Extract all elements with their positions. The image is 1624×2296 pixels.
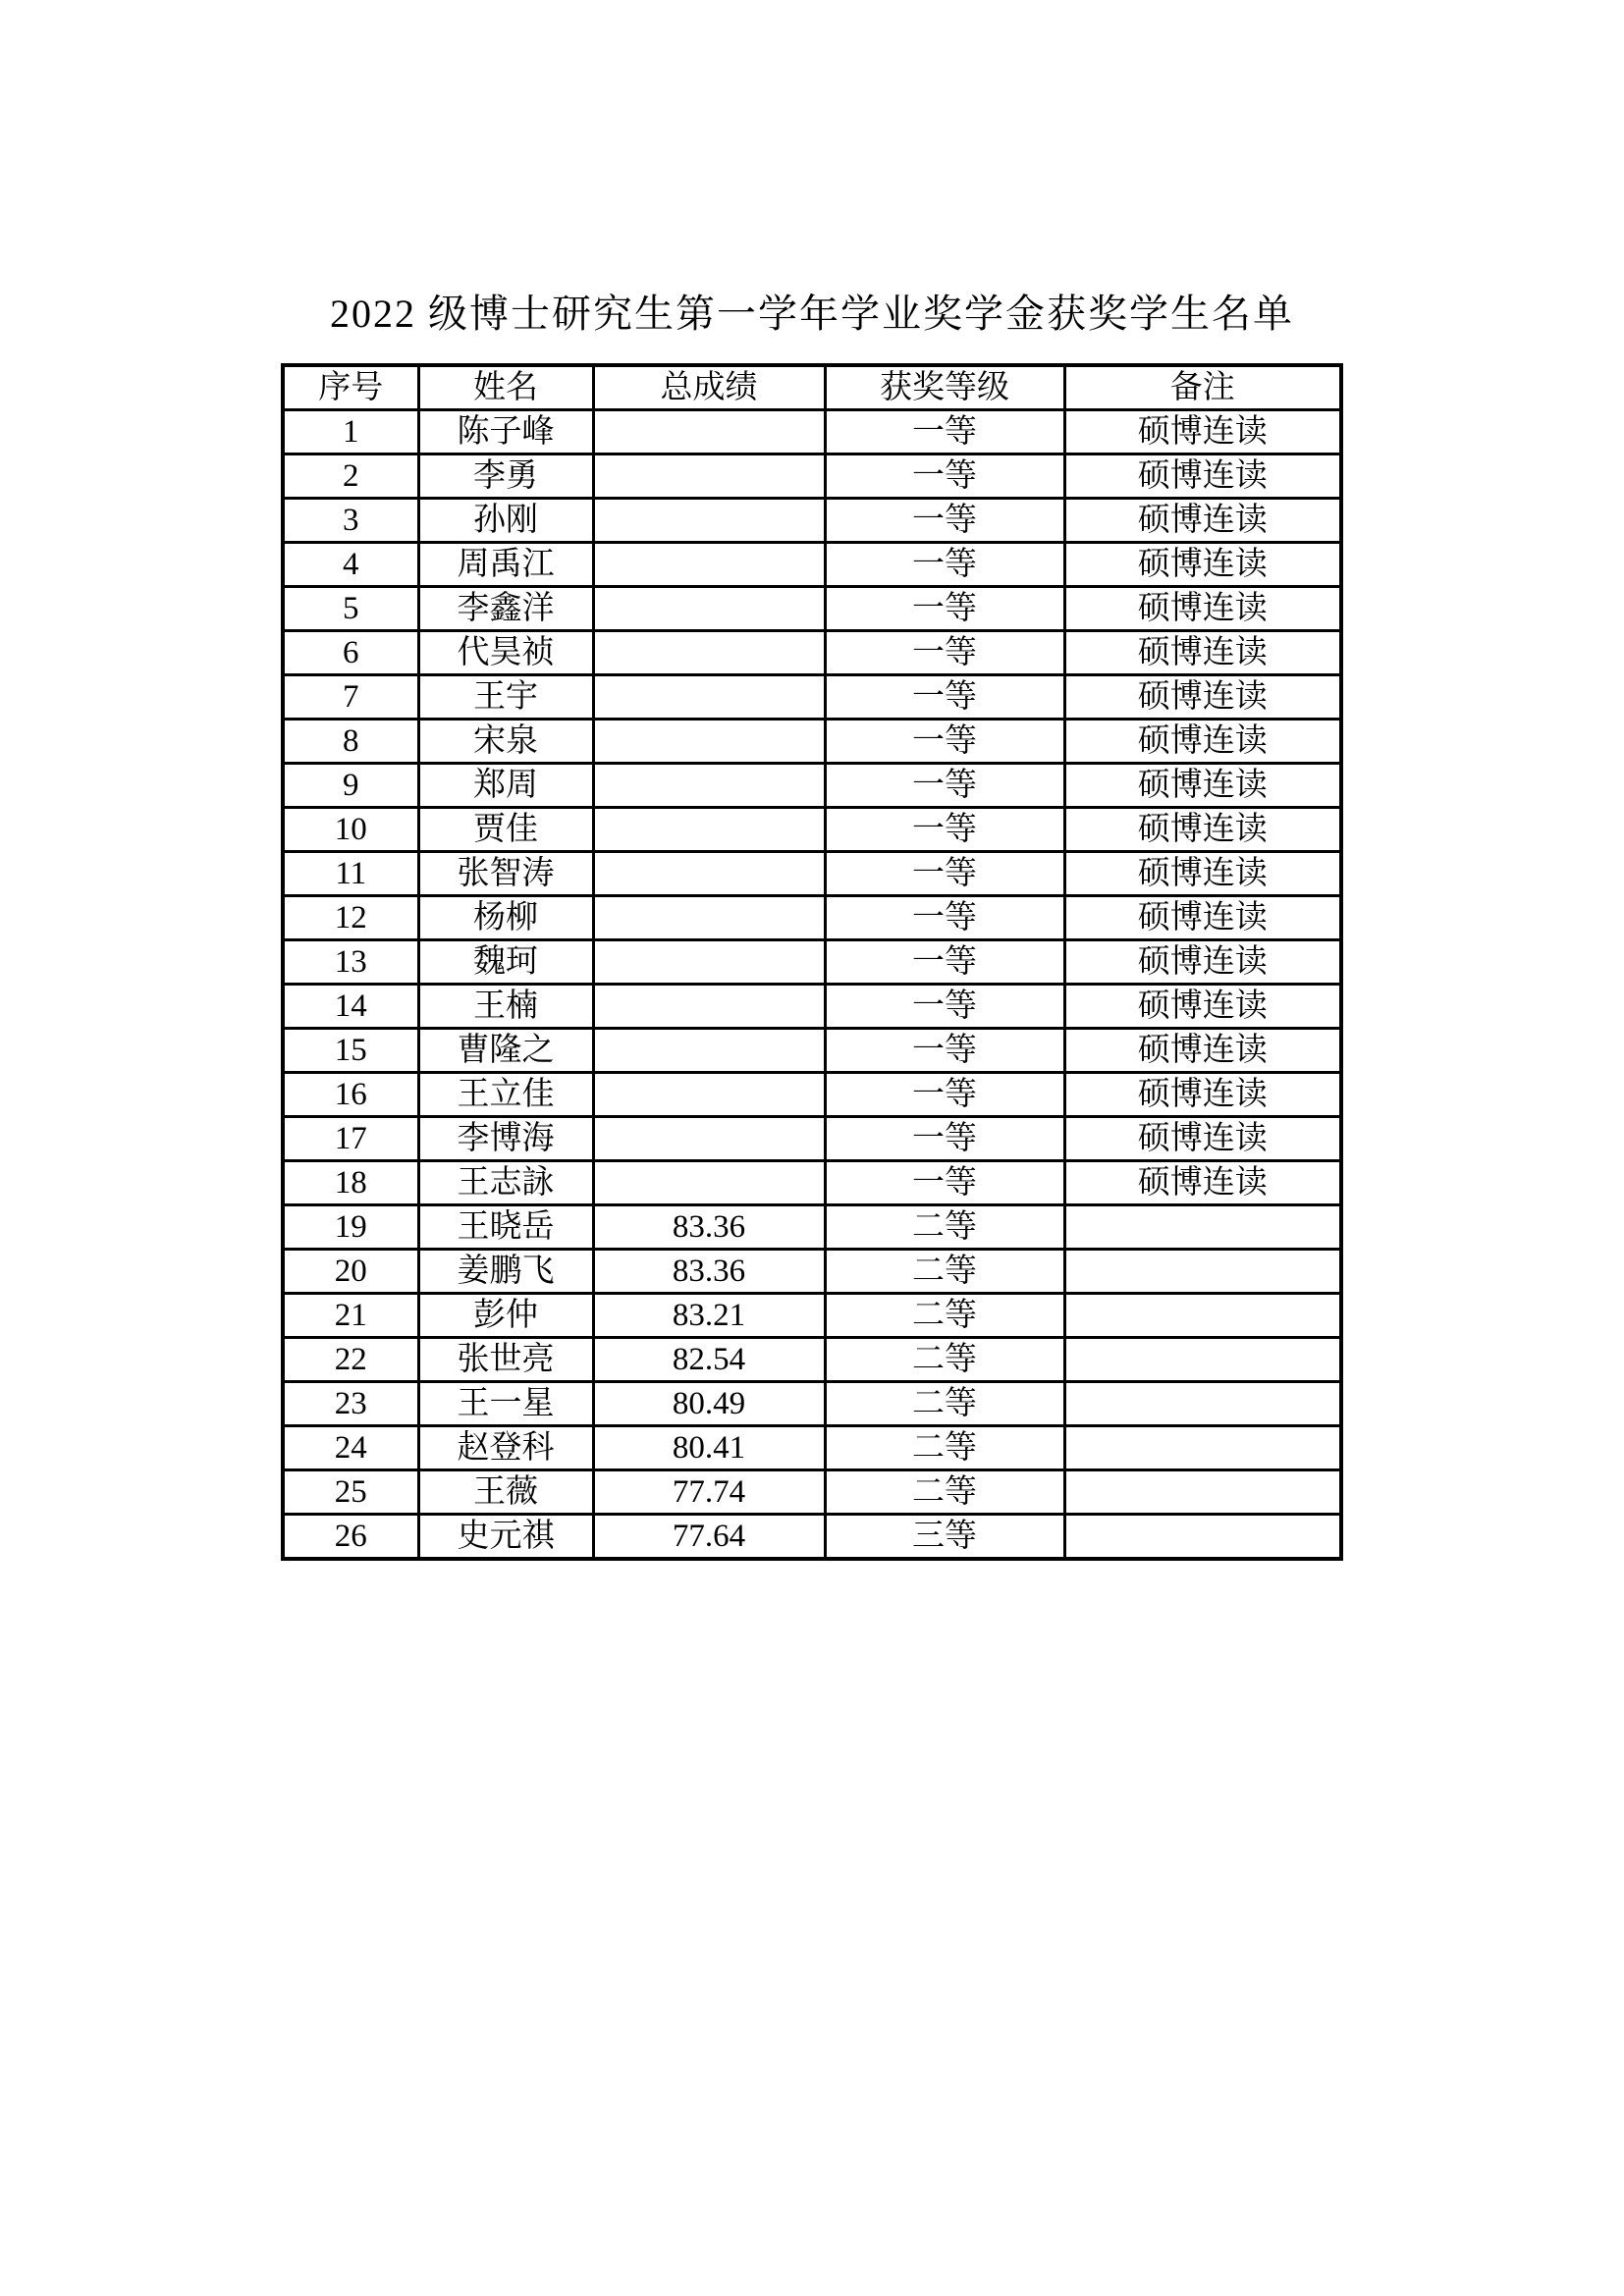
total-score-cell: 83.21 [593,1294,825,1338]
table-row [283,1029,1341,1073]
table-row [283,631,1341,675]
table-row [283,499,1341,543]
award-level-cell: 一等 [825,764,1064,808]
header-cell-remark: 备注 [1064,365,1341,410]
table-row [283,410,1341,454]
total-score-cell [593,1161,825,1205]
serial-cell: 24 [283,1426,418,1470]
remark-cell: 硕博连读 [1064,587,1341,631]
remark-cell: 硕博连读 [1064,852,1341,896]
award-level-cell: 一等 [825,808,1064,852]
remark-cell: 硕博连读 [1064,1073,1341,1117]
serial-cell: 10 [283,808,418,852]
award-level-cell: 一等 [825,1117,1064,1161]
student-name-cell: 彭仲 [418,1294,593,1338]
table-row [283,587,1341,631]
remark-cell: 硕博连读 [1064,675,1341,720]
table-row [283,940,1341,985]
header-cell-name: 姓名 [418,365,593,410]
student-name-cell: 周禹江 [418,543,593,587]
total-score-cell [593,940,825,985]
award-level-cell: 一等 [825,587,1064,631]
serial-cell: 7 [283,675,418,720]
total-score-cell [593,1029,825,1073]
award-table [281,363,1343,1561]
total-score-cell: 83.36 [593,1205,825,1250]
award-level-cell: 一等 [825,675,1064,720]
header-cell-level: 获奖等级 [825,365,1064,410]
table-body [283,410,1341,1560]
table-row [283,1382,1341,1426]
table-row [283,764,1341,808]
total-score-cell [593,1073,825,1117]
award-level-cell: 一等 [825,985,1064,1029]
student-name-cell: 李勇 [418,454,593,499]
student-name-cell: 李鑫洋 [418,587,593,631]
remark-cell: 硕博连读 [1064,896,1341,940]
award-level-cell: 一等 [825,499,1064,543]
remark-cell: 硕博连读 [1064,499,1341,543]
serial-cell: 26 [283,1515,418,1560]
table-row [283,1250,1341,1294]
award-level-cell: 一等 [825,454,1064,499]
student-name-cell: 王一星 [418,1382,593,1426]
header-row [283,365,1341,410]
award-level-cell: 二等 [825,1205,1064,1250]
remark-cell: 硕博连读 [1064,543,1341,587]
total-score-cell: 82.54 [593,1338,825,1382]
serial-cell: 17 [283,1117,418,1161]
serial-cell: 18 [283,1161,418,1205]
award-level-cell: 一等 [825,631,1064,675]
remark-cell: 硕博连读 [1064,720,1341,764]
total-score-cell [593,720,825,764]
total-score-cell: 80.49 [593,1382,825,1426]
award-level-cell: 二等 [825,1426,1064,1470]
student-name-cell: 张智涛 [418,852,593,896]
serial-cell: 9 [283,764,418,808]
table-row [283,454,1341,499]
remark-cell [1064,1294,1341,1338]
award-level-cell: 二等 [825,1382,1064,1426]
remark-cell [1064,1426,1341,1470]
serial-cell: 13 [283,940,418,985]
serial-cell: 3 [283,499,418,543]
serial-cell: 15 [283,1029,418,1073]
table-row [283,852,1341,896]
total-score-cell [593,852,825,896]
serial-cell: 6 [283,631,418,675]
remark-cell: 硕博连读 [1064,985,1341,1029]
table-row [283,1426,1341,1470]
serial-cell: 11 [283,852,418,896]
award-level-cell: 一等 [825,1161,1064,1205]
serial-cell: 23 [283,1382,418,1426]
table-row [283,720,1341,764]
award-level-cell: 三等 [825,1515,1064,1560]
table-row [283,1073,1341,1117]
award-level-cell: 一等 [825,720,1064,764]
total-score-cell [593,410,825,454]
serial-cell: 22 [283,1338,418,1382]
serial-cell: 1 [283,410,418,454]
total-score-cell [593,454,825,499]
award-level-cell: 一等 [825,1029,1064,1073]
serial-cell: 19 [283,1205,418,1250]
student-name-cell: 杨柳 [418,896,593,940]
remark-cell: 硕博连读 [1064,764,1341,808]
award-level-cell: 二等 [825,1338,1064,1382]
remark-cell [1064,1382,1341,1426]
total-score-cell [593,675,825,720]
total-score-cell [593,1117,825,1161]
remark-cell: 硕博连读 [1064,1161,1341,1205]
total-score-cell: 80.41 [593,1426,825,1470]
total-score-cell [593,896,825,940]
remark-cell: 硕博连读 [1064,1117,1341,1161]
student-name-cell: 张世亮 [418,1338,593,1382]
total-score-cell [593,808,825,852]
total-score-cell [593,985,825,1029]
total-score-cell [593,587,825,631]
table-row [283,1338,1341,1382]
student-name-cell: 史元祺 [418,1515,593,1560]
student-name-cell: 王志詠 [418,1161,593,1205]
serial-cell: 16 [283,1073,418,1117]
total-score-cell: 83.36 [593,1250,825,1294]
serial-cell: 21 [283,1294,418,1338]
remark-cell: 硕博连读 [1064,808,1341,852]
award-level-cell: 一等 [825,543,1064,587]
student-name-cell: 王立佳 [418,1073,593,1117]
remark-cell [1064,1470,1341,1515]
table-row [283,1205,1341,1250]
remark-cell [1064,1250,1341,1294]
student-name-cell: 贾佳 [418,808,593,852]
student-name-cell: 孙刚 [418,499,593,543]
table-row [283,896,1341,940]
serial-cell: 5 [283,587,418,631]
remark-cell: 硕博连读 [1064,1029,1341,1073]
serial-cell: 4 [283,543,418,587]
total-score-cell: 77.74 [593,1470,825,1515]
total-score-cell: 77.64 [593,1515,825,1560]
total-score-cell [593,631,825,675]
student-name-cell: 陈子峰 [418,410,593,454]
table-row [283,675,1341,720]
serial-cell: 8 [283,720,418,764]
award-level-cell: 一等 [825,410,1064,454]
student-name-cell: 王薇 [418,1470,593,1515]
table-row [283,808,1341,852]
student-name-cell: 王宇 [418,675,593,720]
award-level-cell: 二等 [825,1250,1064,1294]
student-name-cell: 姜鹏飞 [418,1250,593,1294]
serial-cell: 20 [283,1250,418,1294]
table-row [283,1470,1341,1515]
award-level-cell: 一等 [825,1073,1064,1117]
table-row [283,543,1341,587]
student-name-cell: 郑周 [418,764,593,808]
student-name-cell: 魏珂 [418,940,593,985]
student-name-cell: 宋泉 [418,720,593,764]
award-level-cell: 一等 [825,896,1064,940]
serial-cell: 14 [283,985,418,1029]
remark-cell [1064,1205,1341,1250]
table-row [283,985,1341,1029]
award-level-cell: 二等 [825,1470,1064,1515]
remark-cell: 硕博连读 [1064,454,1341,499]
remark-cell [1064,1338,1341,1382]
remark-cell [1064,1515,1341,1560]
student-name-cell: 曹隆之 [418,1029,593,1073]
serial-cell: 25 [283,1470,418,1515]
student-name-cell: 李博海 [418,1117,593,1161]
serial-cell: 12 [283,896,418,940]
total-score-cell [593,543,825,587]
table-row [283,1294,1341,1338]
remark-cell: 硕博连读 [1064,631,1341,675]
total-score-cell [593,764,825,808]
serial-cell: 2 [283,454,418,499]
award-level-cell: 二等 [825,1294,1064,1338]
table-row [283,1117,1341,1161]
header-cell-serial: 序号 [283,365,418,410]
remark-cell: 硕博连读 [1064,940,1341,985]
total-score-cell [593,499,825,543]
table-row [283,1161,1341,1205]
remark-cell: 硕博连读 [1064,410,1341,454]
page-title: 2022 级博士研究生第一学年学业奖学金获奖学生名单 [330,292,1294,336]
table-row [283,1515,1341,1560]
header-cell-score: 总成绩 [593,365,825,410]
student-name-cell: 赵登科 [418,1426,593,1470]
award-level-cell: 一等 [825,940,1064,985]
award-level-cell: 一等 [825,852,1064,896]
student-name-cell: 王楠 [418,985,593,1029]
student-name-cell: 代昊祯 [418,631,593,675]
student-name-cell: 王晓岳 [418,1205,593,1250]
